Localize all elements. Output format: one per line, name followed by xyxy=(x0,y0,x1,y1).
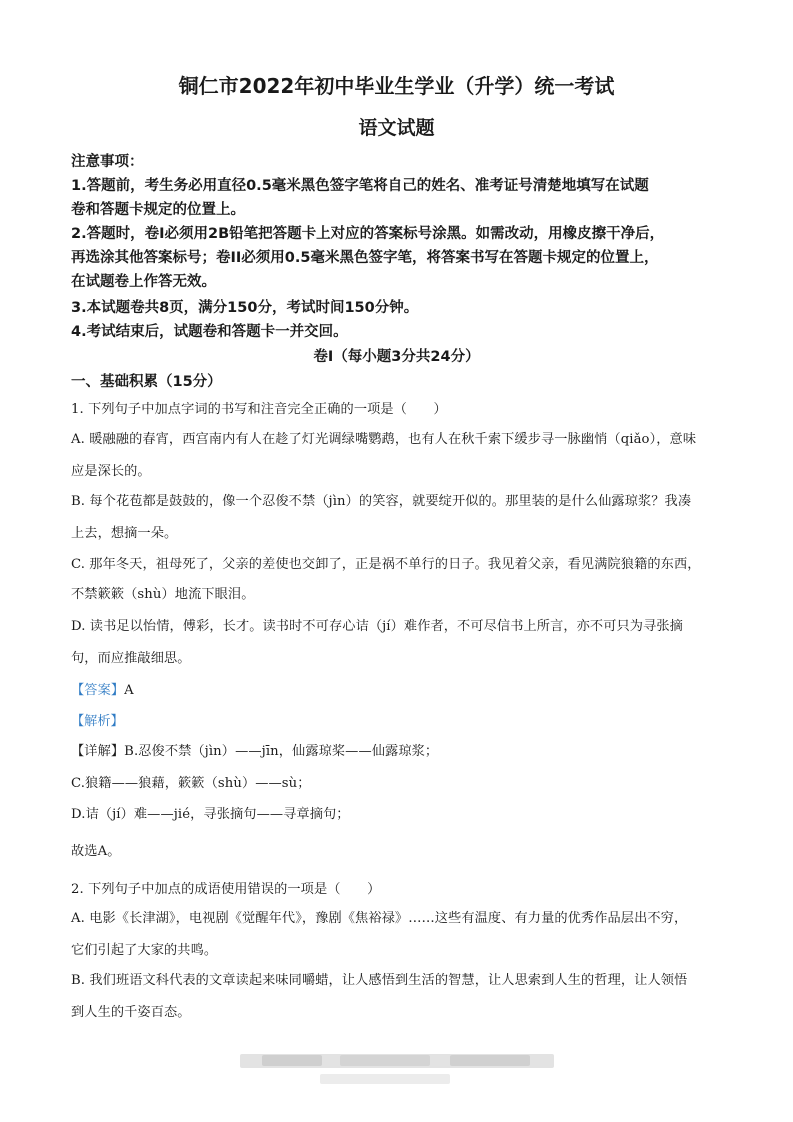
notes-line: 1.答题前，考生务必用直径0.5毫米黑色签字笔将自己的姓名、准考证号清楚地填写在试题 xyxy=(71,178,649,194)
analysis-label: 【解析】 xyxy=(71,714,124,729)
question-1-option-d: D. 读书足以怡情，傅彩，长才。读书时不可存心诘（jí）难作者，不可尽信书上所言，亦不可只为寻张摘 xyxy=(71,619,683,634)
answer-line xyxy=(71,679,134,698)
detail-text: B.忍俊不禁（jìn）——jīn，仙露琼桨——仙露琼浆； xyxy=(124,744,439,759)
question-1-option-a-cont: 应是深长的。 xyxy=(71,464,151,479)
question-1-option-c-cont: 不禁簌簌（shù）地流下眼泪。 xyxy=(71,587,255,602)
question-1-option-b-cont: 上去，想摘一朵。 xyxy=(71,526,178,541)
question-1-option-b: B. 每个花苞都是鼓鼓的，像一个忍俊不禁（jìn）的笑容，就要绽开似的。那里装的是什么仙露琼浆？我凑 xyxy=(71,494,692,509)
notes-line: 在试题卷上作答无效。 xyxy=(71,274,216,290)
exam-title: 铜仁市2022年初中毕业生学业（升学）统一考试 xyxy=(178,74,615,98)
notes-line: 4.考试结束后，试题卷和答题卡一并交回。 xyxy=(71,324,348,340)
notes-line: 再选涂其他答案标号；卷II必须用0.5毫米黑色签字笔，将答案书写在答题卡规定的位置上， xyxy=(71,250,659,266)
exam-subtitle: 语文试题 xyxy=(358,117,435,139)
notes-line: 卷和答题卡规定的位置上。 xyxy=(71,202,245,218)
question-2-option-b: B. 我们班语文科代表的文章读起来味同嚼蜡，让人感悟到生活的智慧，让人思索到人生的哲理，让人领悟 xyxy=(71,973,688,988)
answer-value: A xyxy=(124,683,134,698)
answer-label: 【答案】 xyxy=(71,683,125,698)
question-2-option-a: A. 电影《长津湖》，电视剧《觉醒年代》，豫剧《焦裕禄》……这些有温度、有力量的优秀作品层出不穷， xyxy=(71,911,688,926)
question-2-option-a-cont: 它们引起了大家的共鸣。 xyxy=(71,943,218,958)
detail-line xyxy=(71,740,438,759)
question-1-option-c: C. 那年冬天，祖母死了，父亲的差使也交卸了，正是祸不单行的日子。我见着父亲，看见满院狼籍的东西， xyxy=(71,557,701,572)
detail-line: C.狼籍——狼藉，簌簌（shù）——sù； xyxy=(71,776,311,791)
section-title: 卷I（每小题3分共24分） xyxy=(313,349,480,365)
notes-line: 3.本试题卷共8页，满分150分，考试时间150分钟。 xyxy=(71,300,419,316)
question-1-stem: 1. 下列句子中加点字词的书写和注音完全正确的一项是（ ） xyxy=(71,402,447,417)
question-1-option-d-cont: 句，而应推敲细思。 xyxy=(71,651,191,666)
detail-line: D.诘（jí）难——jié，寻张摘句——寻章摘句； xyxy=(71,807,350,822)
question-2-option-b-cont: 到人生的千姿百态。 xyxy=(71,1005,191,1020)
notes-heading: 注意事项： xyxy=(71,154,144,170)
detail-line: 故选A。 xyxy=(71,844,121,859)
detail-label: 【详解】 xyxy=(71,744,125,759)
question-2-stem: 2. 下列句子中加点的成语使用错误的一项是（ ） xyxy=(71,882,381,897)
question-1-option-a: A. 暖融融的春宵，西宫南内有人在趁了灯光调绿嘴鹦鹉，也有人在秋千索下缓步寻一脉幽悄（qiǎo），意味 xyxy=(71,432,697,447)
part-title: 一、基础积累（15分） xyxy=(71,374,222,390)
notes-line: 2.答题时，卷I必须用2B铅笔把答题卡上对应的答案标号涂黑。如需改动，用橡皮擦干净后， xyxy=(71,226,665,242)
